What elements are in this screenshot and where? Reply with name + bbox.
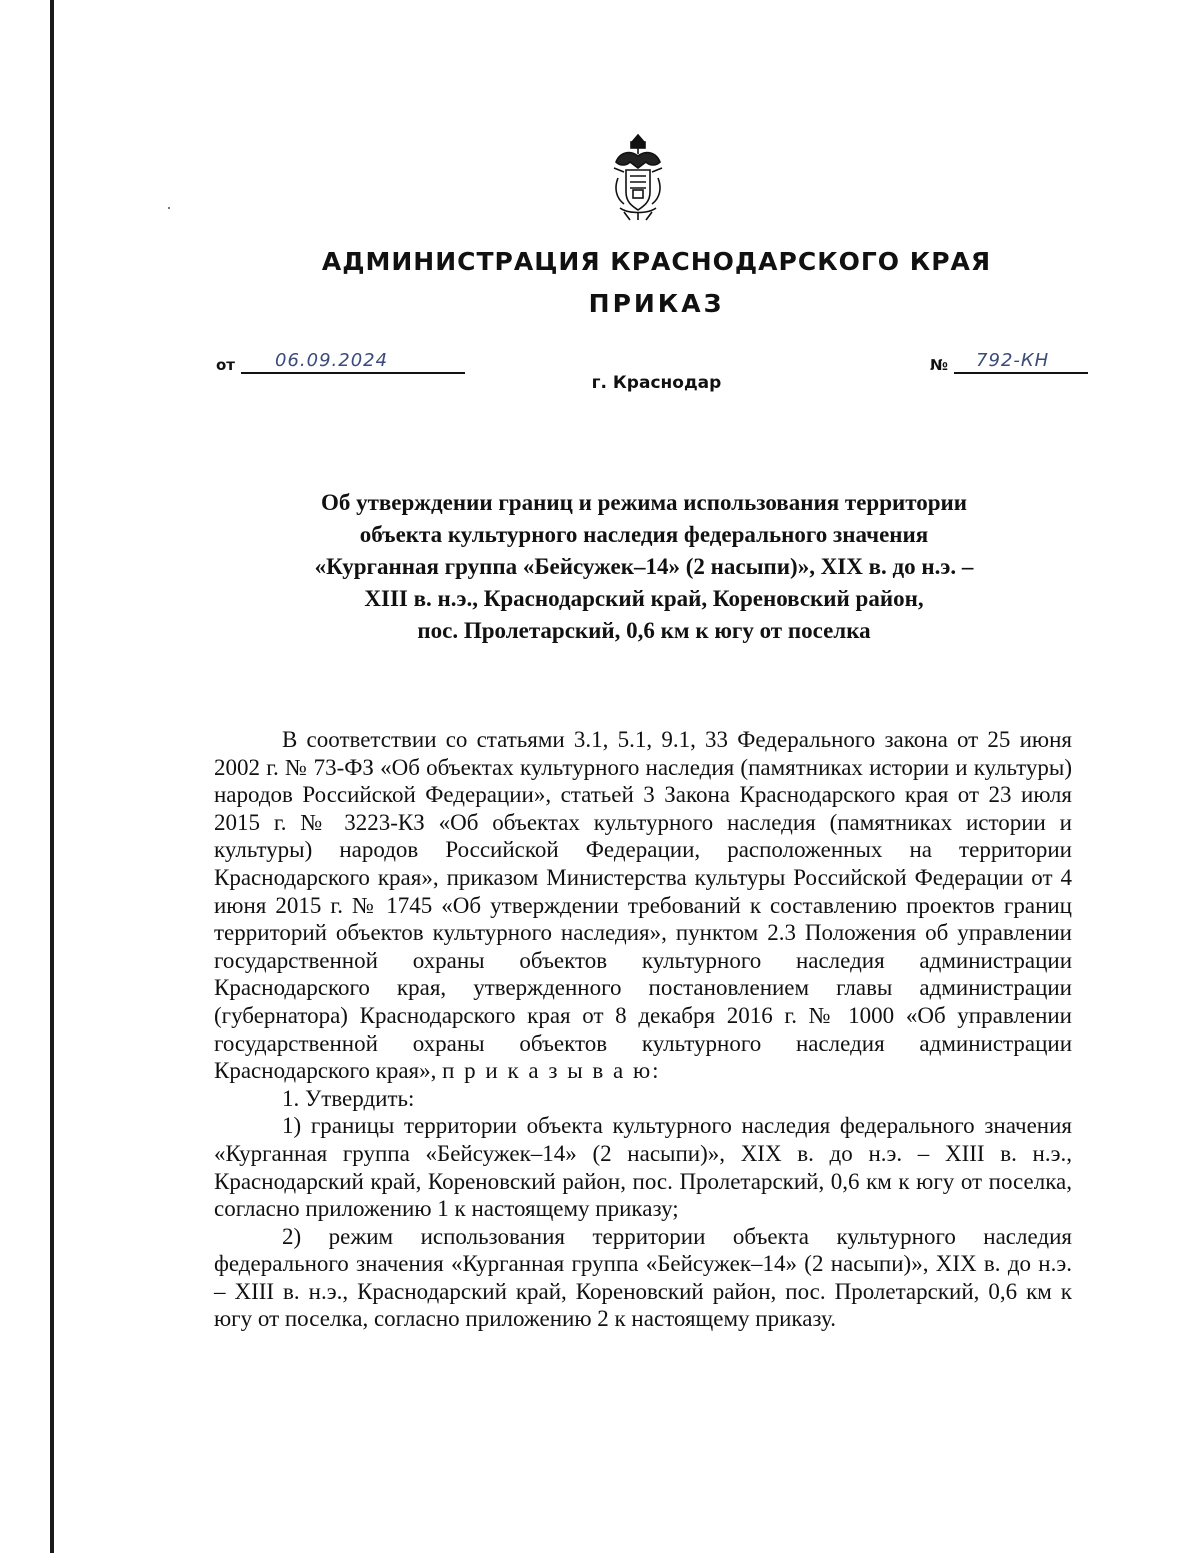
- order-word: п р и к а з ы в а ю:: [442, 1058, 661, 1084]
- date-field: [216, 350, 465, 374]
- number-prefix: №: [930, 356, 949, 374]
- organization-name: АДМИНИСТРАЦИЯ КРАСНОДАРСКОГО КРАЯ: [321, 247, 992, 276]
- document-body: [214, 726, 1072, 1333]
- preamble-paragraph: [214, 726, 1072, 1085]
- item-1-2: 2) режим использования территории объекта культурного наследия федерального значения «Курганная группа «Бейсужек–14» (2 насыпи)», XIX в. до н.э. – XIII в. н.э., Краснодарский край, Кореновский район, пос. Пролетарский, 0,6 км к югу от поселка, согласно приложению 2 к настоящему приказу.: [214, 1223, 1072, 1332]
- coat-of-arms-icon: [610, 132, 666, 222]
- title-line: объекта культурного наследия федерального значения: [359, 522, 929, 547]
- number-underline: [954, 350, 1088, 374]
- title-line: XIII в. н.э., Краснодарский край, Кореновский район,: [364, 586, 924, 611]
- city: г. Краснодар: [591, 373, 722, 393]
- date-handwritten: 06.09.2024: [275, 350, 389, 371]
- title-line: «Курганная группа «Бейсужек–14» (2 насыпи)», XIX в. до н.э. –: [314, 554, 974, 579]
- document-type: ПРИКАЗ: [588, 289, 725, 318]
- preamble-text: В соответствии со статьями 3.1, 5.1, 9.1, 33 Федерального закона от 25 июня 2002 г. № 73-ФЗ «Об объектах культурного наследия (памятниках истории и культуры) народов Российской Федерации», статьей 3 Закона Краснодарского края от 23 июля 2015 г. № 3223-КЗ «Об объектах культурного наследия (памятниках истории и культуры) народов Российской Федерации, расположенных на территории Краснодарского края», приказом Министерства культуры Российской Федерации от 4 июня 2015 г. № 1745 «Об утверждении требований к составлению проектов границ территорий объектов культурного наследия», пунктом 2.3 Положения об управлении государственной охраны объектов культурного наследия администрации Краснодарского края, утвержденного постановлением главы администрации (губернатора) Краснодарского края от 8 декабря 2016 г. № 1000 «Об управлении государственной охраны объектов культурного наследия администрации Краснодарского края»,: [214, 727, 1072, 1084]
- scan-speck: [168, 207, 170, 209]
- title-line: Об утверждении границ и режима использования территории: [320, 490, 968, 515]
- item-1: 1. Утвердить:: [282, 1085, 415, 1111]
- date-underline: [241, 350, 465, 374]
- item-1-1: 1) границы территории объекта культурного наследия федерального значения «Курганная группа «Бейсужек–14» (2 насыпи)», XIX в. до н.э. – XIII в. н.э., Краснодарский край, Кореновский район, пос. Пролетарский, 0,6 км к югу от поселка, согласно приложению 1 к настоящему приказу;: [214, 1113, 1072, 1222]
- document-title: [214, 487, 1074, 647]
- title-line: пос. Пролетарский, 0,6 км к югу от поселка: [417, 618, 871, 643]
- number-handwritten: 792-КН: [976, 350, 1050, 371]
- date-prefix: от: [216, 356, 235, 374]
- number-field: [930, 350, 1088, 374]
- scan-edge-rule: [50, 0, 54, 1553]
